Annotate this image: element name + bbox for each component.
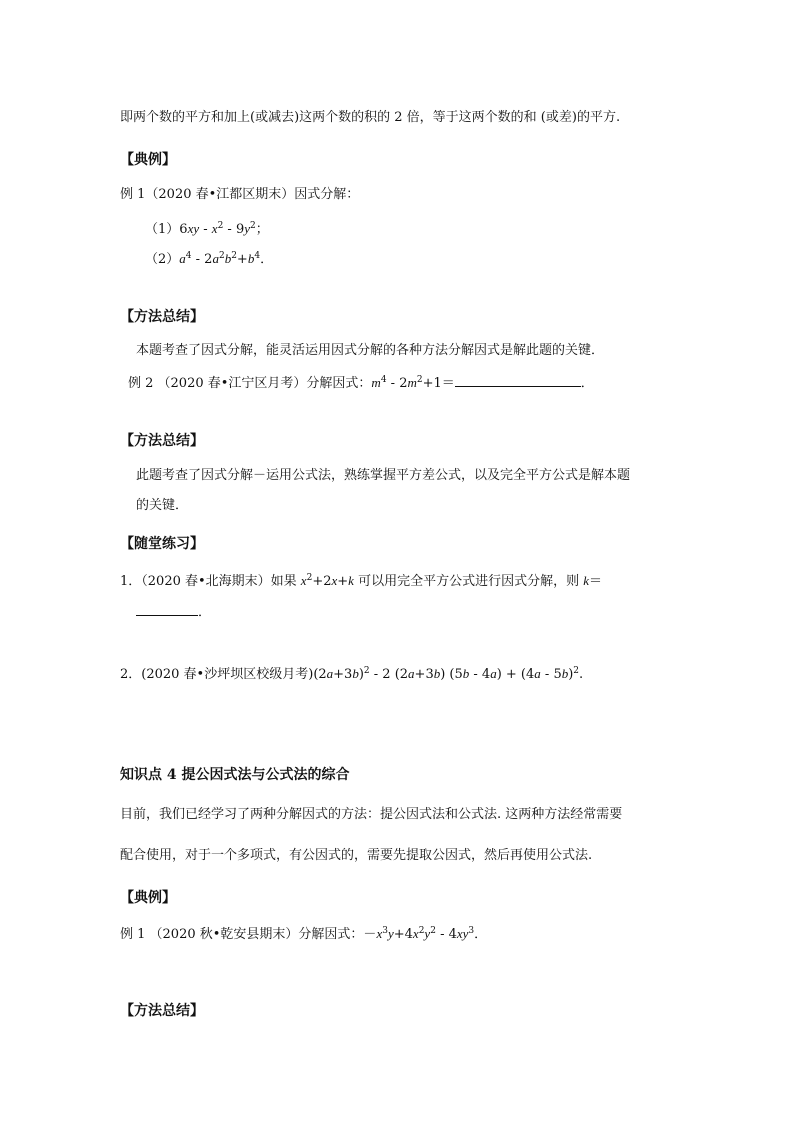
practice-1: 1．（2020 春•北海期末）如果 $x^2+2x+k$ 可以用完全平方公式进行因式分解，则 k＝ — [120, 573, 603, 589]
heading-summary-1: 【方法总结】 — [120, 309, 204, 325]
expr-1: $6xy - x^2 - 9y^2$； — [179, 221, 269, 237]
expr-6: $-x^3y+4x^2y^2 - 4xy^3$． — [363, 926, 488, 942]
example-1-part-1 — [145, 220, 269, 239]
example-3 — [120, 925, 487, 944]
answer-blank-2[interactable] — [136, 603, 198, 616]
heading-example: 【典例】 — [120, 152, 176, 168]
expr-5: $(2a+3b)^2 - 2$ (2a+3b) (5b - 4a) + (4a - 5b)$^2$. — [313, 666, 584, 682]
heading-example-2: 【典例】 — [120, 890, 176, 906]
example-1-part-2 — [145, 250, 273, 269]
example-1-label: 例 1（2020 春•江都区期末）因式分解： — [120, 187, 360, 202]
section-4-line-1: 目前，我们已经学习了两种分解因式的方法：提公因式法和公式法. 这两种方法经常需要 — [120, 807, 623, 822]
heading-practice: 【随堂练习】 — [120, 536, 204, 552]
summary-1: 本题考查了因式分解，能灵活运用因式分解的各种方法分解因式是解此题的关键． — [136, 343, 605, 358]
section-4-line-2: 配合使用，对于一个多项式，有公因式的，需要先提取公因式，然后再使用公式法. — [120, 848, 593, 863]
part-1-label: （1） — [145, 222, 180, 237]
practice-1-suffix: ＝ — [589, 574, 603, 589]
example-3-label: 例 1 （2020 秋•乾安县期末）分解因式： — [120, 927, 364, 942]
heading-summary-2: 【方法总结】 — [120, 433, 204, 449]
example-2-label: 例 2 （2020 春•江宁区月考）分解因式： — [128, 376, 372, 391]
expr-2: $a^4 - 2a^2b^2+b^4$． — [179, 251, 274, 267]
practice-2 — [120, 665, 583, 684]
example-2: 例 2 （2020 春•江宁区月考）分解因式：$m^4 - 2m^2+1=$ ． — [128, 375, 594, 391]
practice-1-prefix: 1．（2020 春•北海期末）如果 — [120, 574, 301, 589]
part-2-label: （2） — [145, 252, 180, 267]
expr-4: $x^2+2x+k$ — [300, 573, 354, 589]
section-4-title: 知识点 4 提公因式法与公式法的综合 — [120, 767, 350, 783]
summary-2-line-2: 的关键． — [136, 498, 189, 513]
summary-2-line-1: 此题考查了因式分解－运用公式法，熟练掌握平方差公式，以及完全平方公式是解本题 — [136, 468, 631, 483]
expr-3: $m^4 - 2m^2+1=$ — [371, 375, 455, 391]
heading-summary-3: 【方法总结】 — [120, 1003, 204, 1019]
answer-blank-1[interactable] — [455, 374, 581, 387]
intro-line: 即两个数的平方和加上(或减去)这两个数的积的 2 倍，等于这两个数的和 (或差)的平方. — [120, 110, 621, 125]
practice-1-middle: 可以用完全平方公式进行因式分解，则 — [353, 574, 584, 589]
practice-2-prefix: 2．(2020 春•沙坪坝区校级月考) — [120, 667, 314, 682]
practice-1-blank-line: ． — [136, 603, 211, 622]
